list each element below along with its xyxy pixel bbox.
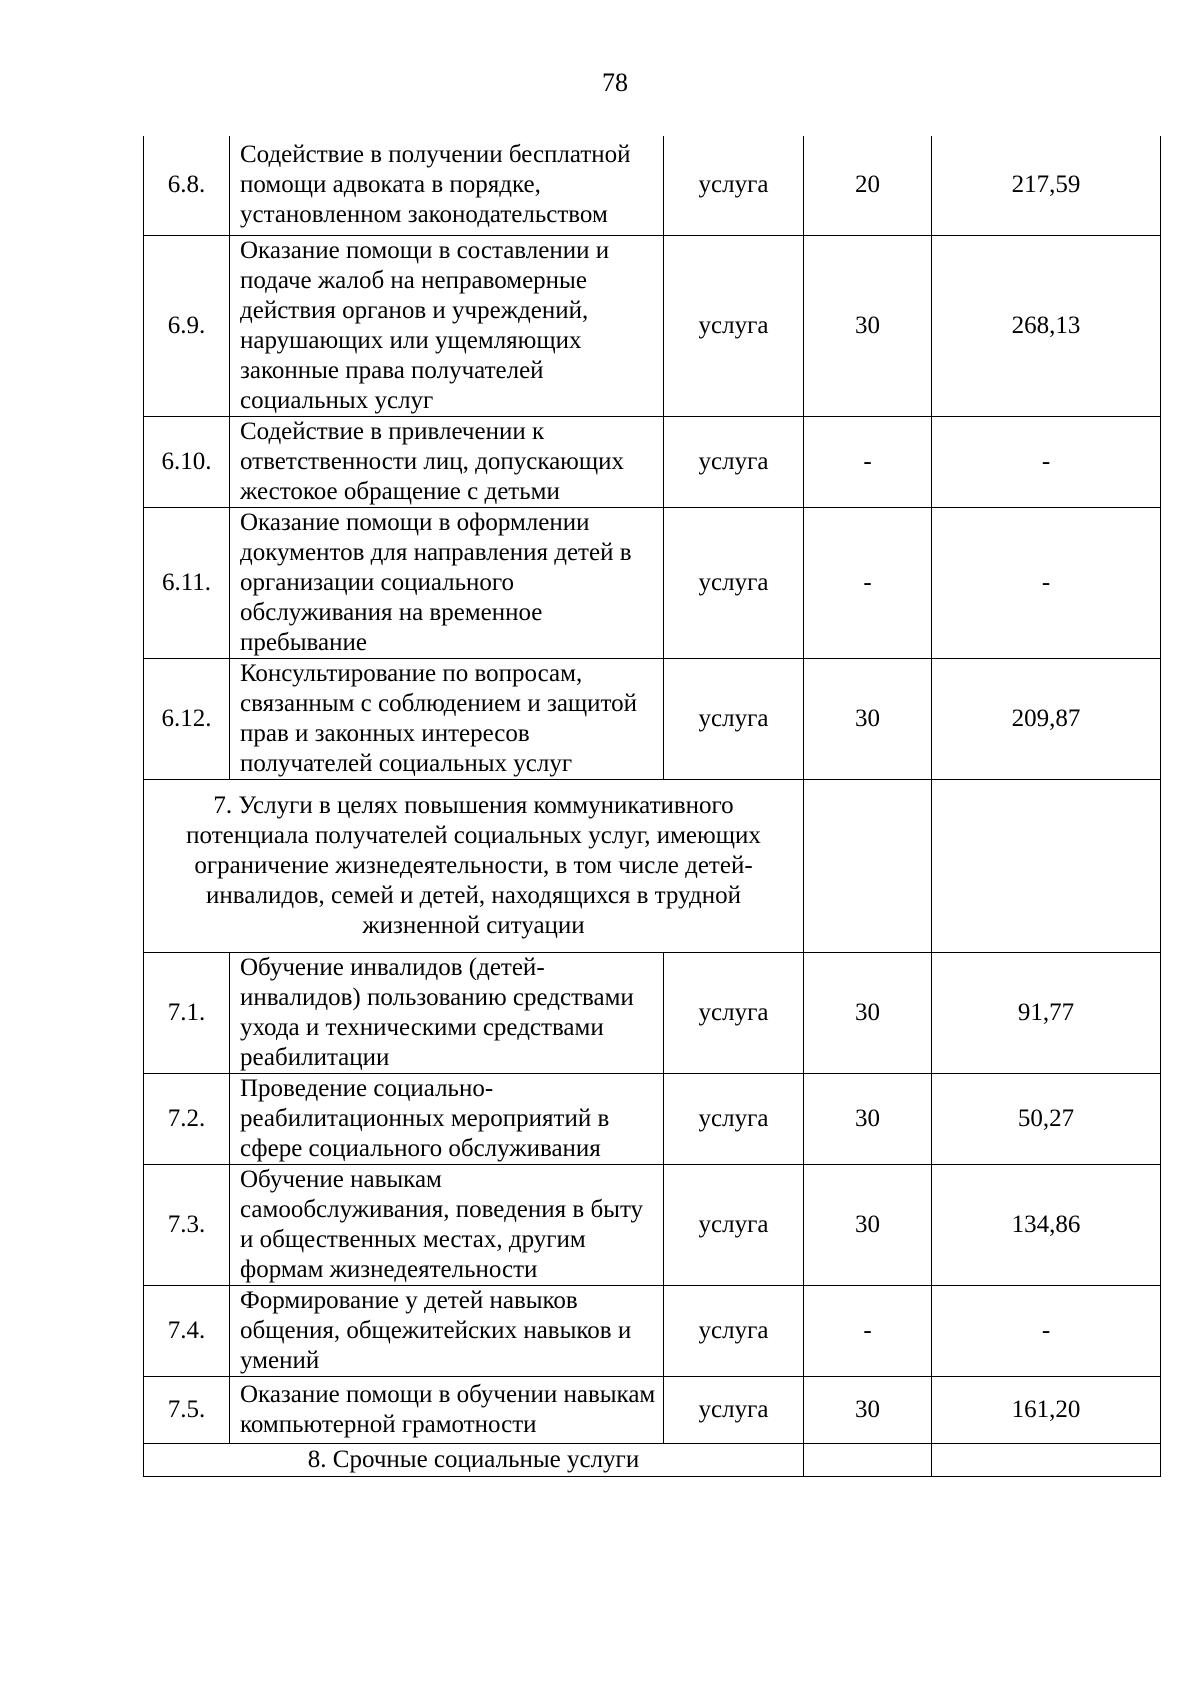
quantity-cell: 30 bbox=[804, 1376, 932, 1443]
price-cell: 161,20 bbox=[932, 1376, 1161, 1443]
quantity-cell: 30 bbox=[804, 658, 932, 779]
row-number: 6.8. bbox=[144, 136, 230, 235]
quantity-cell: 30 bbox=[804, 1073, 932, 1164]
quantity-cell: - bbox=[804, 416, 932, 507]
quantity-cell: - bbox=[804, 507, 932, 658]
unit-cell: услуга bbox=[664, 136, 804, 235]
service-name: Консультирование по вопросам, связанным с соблюдением и защитой прав и законных интересов получателей социальных услуг bbox=[230, 658, 664, 779]
row-number: 7.5. bbox=[144, 1376, 230, 1443]
empty-cell bbox=[932, 1443, 1161, 1476]
section-title: 8. Срочные социальные услуги bbox=[144, 1443, 804, 1476]
table-row bbox=[144, 658, 1161, 779]
empty-cell bbox=[804, 1443, 932, 1476]
table-row bbox=[144, 1073, 1161, 1164]
price-cell: 268,13 bbox=[932, 235, 1161, 416]
table-row bbox=[144, 1376, 1161, 1443]
unit-cell: услуга bbox=[664, 235, 804, 416]
service-name: Оказание помощи в оформлении документов для направления детей в организации социального обслуживания на временное пребывание bbox=[230, 507, 664, 658]
price-cell: - bbox=[932, 416, 1161, 507]
row-number: 6.12. bbox=[144, 658, 230, 779]
price-cell: 209,87 bbox=[932, 658, 1161, 779]
price-cell: 91,77 bbox=[932, 952, 1161, 1073]
service-name: Оказание помощи в обучении навыкам компьютерной грамотности bbox=[230, 1376, 664, 1443]
price-cell: 217,59 bbox=[932, 136, 1161, 235]
unit-cell: услуга bbox=[664, 1073, 804, 1164]
row-number: 6.9. bbox=[144, 235, 230, 416]
empty-cell bbox=[932, 779, 1161, 952]
services-table bbox=[143, 136, 1161, 1477]
section-title: 7. Услуги в целях повышения коммуникативного потенциала получателей социальных услуг, имеющих ограничение жизнедеятельности, в том числе детей-инвалидов, семей и детей, находящихся в трудной жизненной ситуации bbox=[144, 779, 804, 952]
unit-cell: услуга bbox=[664, 1376, 804, 1443]
section-heading-row bbox=[144, 779, 1161, 952]
unit-cell: услуга bbox=[664, 1164, 804, 1285]
unit-cell: услуга bbox=[664, 952, 804, 1073]
quantity-cell: 20 bbox=[804, 136, 932, 235]
table-row bbox=[144, 235, 1161, 416]
service-name: Содействие в получении бесплатной помощи адвоката в порядке, установленном законодательством bbox=[230, 136, 664, 235]
row-number: 7.3. bbox=[144, 1164, 230, 1285]
row-number: 7.2. bbox=[144, 1073, 230, 1164]
table-row bbox=[144, 416, 1161, 507]
unit-cell: услуга bbox=[664, 507, 804, 658]
empty-cell bbox=[804, 779, 932, 952]
service-name: Обучение инвалидов (детей-инвалидов) пользованию средствами ухода и техническими средствами реабилитации bbox=[230, 952, 664, 1073]
service-name: Обучение навыкам самообслуживания, поведения в быту и общественных местах, другим формам жизнедеятельности bbox=[230, 1164, 664, 1285]
quantity-cell: 30 bbox=[804, 235, 932, 416]
table-row bbox=[144, 1164, 1161, 1285]
service-name: Оказание помощи в составлении и подаче жалоб на неправомерные действия органов и учреждений, нарушающих или ущемляющих законные права получателей социальных услуг bbox=[230, 235, 664, 416]
service-name: Формирование у детей навыков общения, общежитейских навыков и умений bbox=[230, 1285, 664, 1376]
row-number: 7.4. bbox=[144, 1285, 230, 1376]
unit-cell: услуга bbox=[664, 416, 804, 507]
service-name: Содействие в привлечении к ответственности лиц, допускающих жестокое обращение с детьми bbox=[230, 416, 664, 507]
table-row bbox=[144, 952, 1161, 1073]
row-number: 6.11. bbox=[144, 507, 230, 658]
table-row bbox=[144, 507, 1161, 658]
table-row bbox=[144, 1285, 1161, 1376]
row-number: 7.1. bbox=[144, 952, 230, 1073]
quantity-cell: 30 bbox=[804, 1164, 932, 1285]
row-number: 6.10. bbox=[144, 416, 230, 507]
service-name: Проведение социально-реабилитационных мероприятий в сфере социального обслуживания bbox=[230, 1073, 664, 1164]
section-heading-row bbox=[144, 1443, 1161, 1476]
price-cell: 134,86 bbox=[932, 1164, 1161, 1285]
unit-cell: услуга bbox=[664, 1285, 804, 1376]
page-number: 78 bbox=[602, 68, 628, 97]
price-cell: - bbox=[932, 507, 1161, 658]
price-cell: 50,27 bbox=[932, 1073, 1161, 1164]
table-row bbox=[144, 136, 1161, 235]
unit-cell: услуга bbox=[664, 658, 804, 779]
price-cell: - bbox=[932, 1285, 1161, 1376]
quantity-cell: - bbox=[804, 1285, 932, 1376]
quantity-cell: 30 bbox=[804, 952, 932, 1073]
